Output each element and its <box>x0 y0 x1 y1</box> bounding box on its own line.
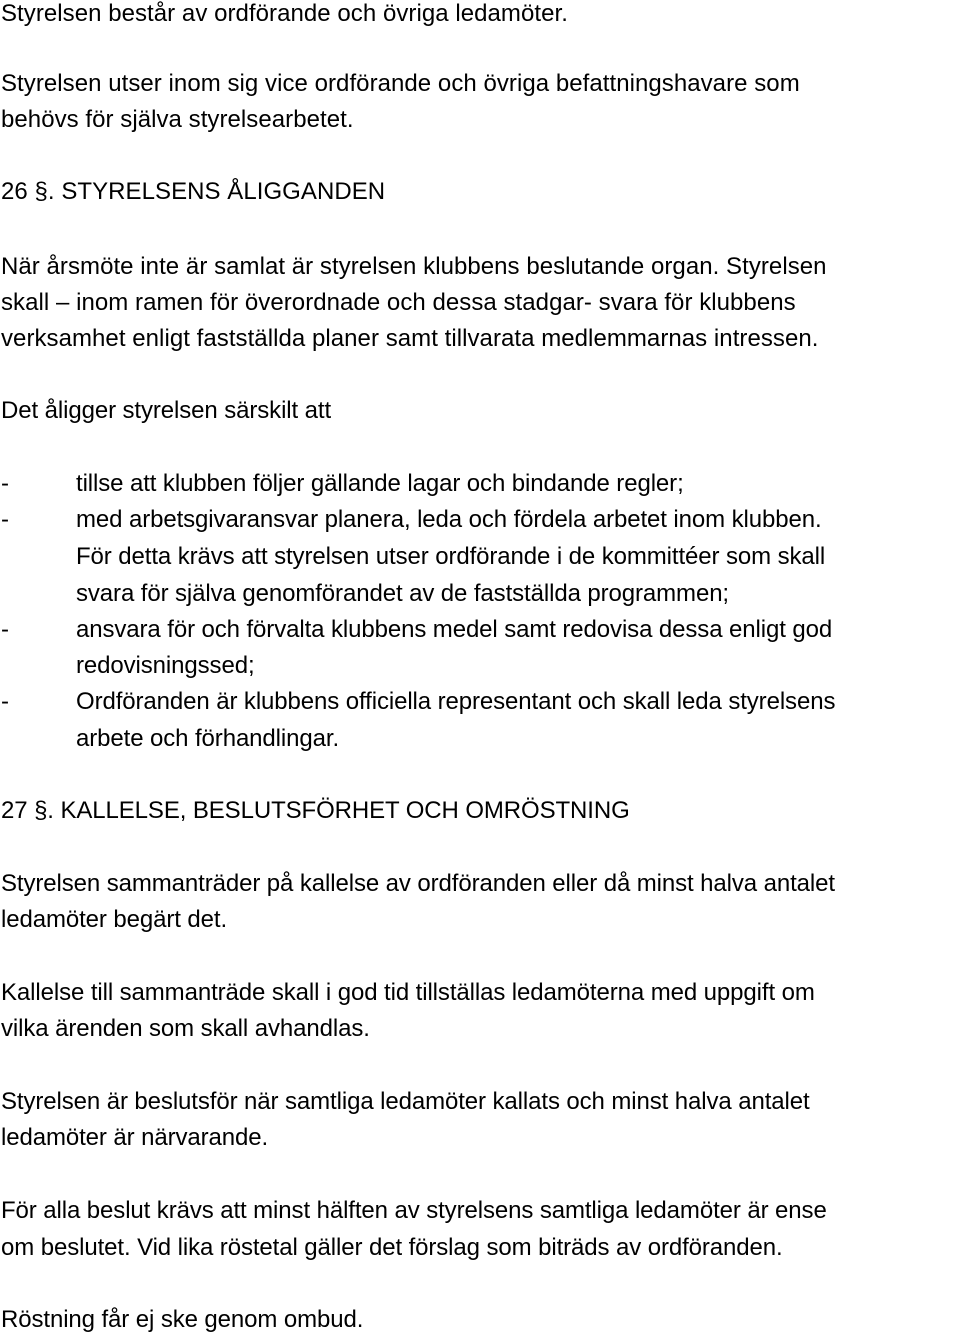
quorum-text-line-2: ledamöter är närvarande. <box>1 1124 269 1151</box>
list-item-text: Ordföranden är klubbens officiella representant och skall leda styrelsens <box>76 688 836 715</box>
board-roles-text-line-1: Styrelsen utser inom sig vice ordförande och övriga befattningshavare som <box>1 70 800 97</box>
list-item-text: arbete och förhandlingar. <box>76 725 340 752</box>
meetings-text-line-1: Styrelsen sammanträder på kallelse av ordföranden eller då minst halva antalet <box>1 870 835 897</box>
list-item-dash: - <box>1 616 9 643</box>
duties-text-line-1: När årsmöte inte är samlat är styrelsen klubbens beslutande organ. Styrelsen <box>1 253 827 280</box>
section-heading-27: 27 §. KALLELSE, BESLUTSFÖRHET OCH OMRÖSTNING <box>1 797 630 824</box>
list-item-text: tillse att klubben följer gällande lagar och bindande regler; <box>76 470 684 497</box>
quorum-text-line-1: Styrelsen är beslutsför när samtliga ledamöter kallats och minst halva antalet <box>1 1088 810 1115</box>
meetings-text-line-2: ledamöter begärt det. <box>1 906 228 933</box>
board-roles-text-line-2: behövs för själva styrelsearbetet. <box>1 106 354 133</box>
board-composition-text: Styrelsen består av ordförande och övriga ledamöter. <box>1 0 568 27</box>
list-item-text: svara för själva genomförandet av de fastställda programmen; <box>76 580 730 607</box>
duties-text-line-2: skall – inom ramen för överordnade och dessa stadgar- svara för klubbens <box>1 289 796 316</box>
list-item-text: För detta krävs att styrelsen utser ordförande i de kommittéer som skall <box>76 543 826 570</box>
decisions-text-line-1: För alla beslut krävs att minst hälften av styrelsens samtliga ledamöter är ense <box>1 1197 827 1224</box>
list-item-text: redovisningssed; <box>76 652 255 679</box>
list-item-dash: - <box>1 688 9 715</box>
list-item-dash: - <box>1 506 9 533</box>
proxy-text: Röstning får ej ske genom ombud. <box>1 1306 364 1333</box>
notice-text-line-2: vilka ärenden som skall avhandlas. <box>1 1015 370 1042</box>
list-item-text: med arbetsgivaransvar planera, leda och fördela arbetet inom klubben. <box>76 506 822 533</box>
section-heading-26: 26 §. STYRELSENS ÅLIGGANDEN <box>1 178 386 205</box>
list-item-dash: - <box>1 470 9 497</box>
notice-text-line-1: Kallelse till sammanträde skall i god tid tillställas ledamöterna med uppgift om <box>1 979 815 1006</box>
decisions-text-line-2: om beslutet. Vid lika röstetal gäller det förslag som biträds av ordföranden. <box>1 1234 783 1261</box>
duties-intro-text: Det åligger styrelsen särskilt att <box>1 397 332 424</box>
duties-text-line-3: verksamhet enligt fastställda planer samt tillvarata medlemmarnas intressen. <box>1 325 819 352</box>
list-item-text: ansvara för och förvalta klubbens medel samt redovisa dessa enligt god <box>76 616 833 643</box>
